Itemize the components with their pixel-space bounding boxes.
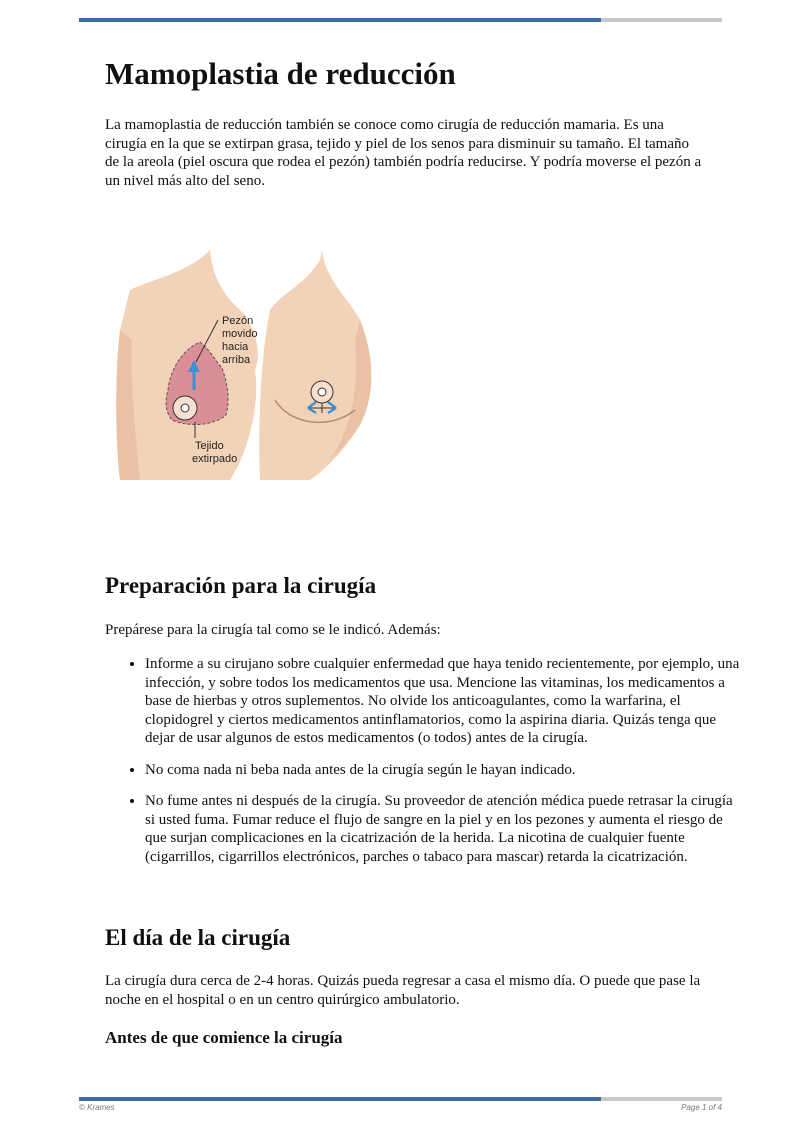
list-item: • No fume antes ni después de la cirugía. Su proveedor de atención médica puede retrasar la cirugía si usted fuma. Fumar reduce el flujo de sangre en la piel y en los pezones y aumenta el riesgo de que surjan complicaciones en la cicatrización de la herida. La nicotina de cualquier fuente (cigarrillos, cigarrillos electrónicos, parches o tabaco para mascar) retarda la cicatrización.: [145, 792, 745, 866]
preparation-list: [105, 655, 745, 879]
label-nipple-2: movido: [222, 328, 258, 340]
heading-surgery-day: El día de la cirugía: [105, 925, 291, 950]
top-progress-bar: [79, 18, 722, 22]
bottom-progress-fill: [79, 1097, 601, 1101]
list-item: • Informe a su cirujano sobre cualquier enfermedad que haya tenido recientemente, por ejemplo, una infección, y sobre todos los medicamentos que usa. Mencione las vitaminas, los medicamentos a base de hierbas y otros suplementos. No olvide los anticoagulantes, como la warfarina, el clopidogrel y ciertos medicamentos antinflamatorios, como la aspirina diaria. Quizás tenga que dejar de usar algunos de estos medicamentos (o todos) antes de la cirugía.: [145, 655, 745, 748]
heading-preparation: Preparación para la cirugía: [105, 573, 377, 598]
footer-copyright: © Krames: [79, 1103, 115, 1112]
page-title: Mamoplastia de reducción: [105, 56, 456, 91]
label-nipple-4: arriba: [222, 354, 251, 366]
preparation-lead: Prepárese para la cirugía tal como se le indicó. Además:: [105, 622, 441, 638]
top-progress-fill: [79, 18, 601, 22]
label-tissue-2: extirpado: [192, 453, 238, 465]
label-nipple-3: hacia: [222, 341, 249, 353]
intro-paragraph: La mamoplastia de reducción también se conoce como cirugía de reducción mamaria. Es una cirugía en la que se extirpan grasa, tejido y piel de los senos para disminuir su tamaño. El tamaño de la areola (piel oscura que rodea el pezón) también podría reducirse. Y podría moverse el pezón a un nivel más alto del seno.: [105, 117, 702, 189]
breast-reduction-illustration: [110, 250, 390, 480]
right-torso-skin: [259, 250, 371, 480]
bottom-progress-bar: [79, 1097, 722, 1101]
list-item: • No coma nada ni beba nada antes de la cirugía según le hayan indicado.: [145, 761, 745, 780]
footer-page-number: Page 1 of 4: [681, 1103, 722, 1112]
subheading-before-surgery: Antes de que comience la cirugía: [105, 1028, 343, 1047]
illustration-svg: [110, 250, 390, 480]
right-nipple: [318, 388, 326, 396]
label-nipple-1: Pezón: [222, 315, 254, 327]
left-nipple: [181, 404, 189, 412]
surgery-day-paragraph: La cirugía dura cerca de 2-4 horas. Quizás pueda regresar a casa el mismo día. O puede que pase la noche en el hospital o en un centro quirúrgico ambulatorio.: [105, 973, 701, 1008]
label-tissue-1: Tejido: [195, 440, 224, 452]
